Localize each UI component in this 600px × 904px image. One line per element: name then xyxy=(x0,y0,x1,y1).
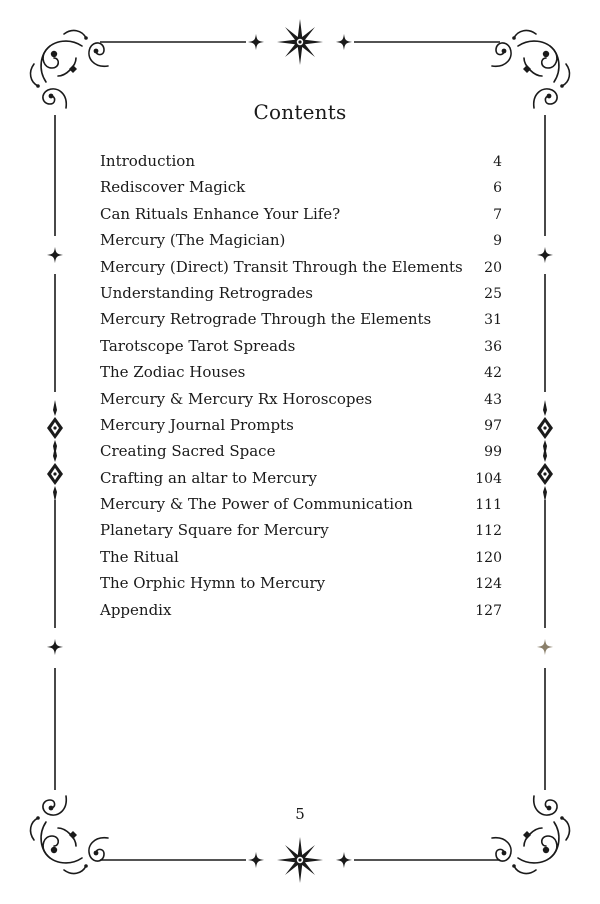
toc-entry-page: 111 xyxy=(475,497,502,514)
toc-entry[interactable] xyxy=(100,517,502,543)
toc-entry-title: The Ritual xyxy=(100,547,179,566)
toc-entry[interactable] xyxy=(100,412,502,438)
star-burst-icon xyxy=(277,837,323,883)
four-point-star-icon xyxy=(47,247,63,263)
four-point-star-icon xyxy=(537,639,553,655)
toc-entry-title: Mercury Journal Prompts xyxy=(100,415,294,434)
toc-entry[interactable] xyxy=(100,597,502,623)
toc-entry[interactable] xyxy=(100,280,502,306)
toc-entry[interactable] xyxy=(100,201,502,227)
toc-entry-page: 120 xyxy=(475,549,502,566)
four-point-star-icon xyxy=(336,852,352,868)
toc-entry-title: Mercury & The Power of Communication xyxy=(100,495,413,514)
four-point-star-icon xyxy=(248,852,264,868)
toc-entry-page: 43 xyxy=(484,391,502,408)
star-burst-icon xyxy=(277,19,323,65)
toc-entry[interactable] xyxy=(100,386,502,412)
toc-entry-title: Mercury (Direct) Transit Through the Elements xyxy=(100,257,463,276)
toc-entry[interactable] xyxy=(100,148,502,174)
toc-entry-title: Can Rituals Enhance Your Life? xyxy=(100,204,341,223)
toc-entry[interactable] xyxy=(100,544,502,570)
four-point-star-icon xyxy=(537,247,553,263)
toc-entry[interactable] xyxy=(100,306,502,332)
toc-entry[interactable] xyxy=(100,227,502,253)
toc-entry[interactable] xyxy=(100,465,502,491)
diamond-ornament-icon xyxy=(47,446,63,502)
toc-entry-page: 97 xyxy=(484,417,502,434)
toc-entry-page: 31 xyxy=(484,312,502,329)
four-point-star-icon xyxy=(47,639,63,655)
toc-entry-title: Tarotscope Tarot Spreads xyxy=(100,336,296,355)
toc-entry-title: Crafting an altar to Mercury xyxy=(100,468,317,487)
toc-entry-page: 104 xyxy=(475,470,502,487)
toc-entry-title: Planetary Square for Mercury xyxy=(100,521,329,540)
page-title: Contents xyxy=(253,100,347,124)
toc-entry-title: Appendix xyxy=(100,600,172,619)
corner-flourish-icon xyxy=(492,31,569,108)
toc-entry-title: Rediscover Magick xyxy=(100,178,246,197)
table-of-contents xyxy=(100,148,502,623)
toc-entry-title: Introduction xyxy=(100,152,195,170)
toc-entry-page: 127 xyxy=(475,602,502,619)
toc-entry[interactable] xyxy=(100,570,502,596)
toc-entry[interactable] xyxy=(100,333,502,359)
toc-entry-page: 9 xyxy=(493,233,502,250)
toc-entry-title: Mercury Retrograde Through the Elements xyxy=(100,310,432,329)
diamond-ornament-icon xyxy=(537,446,553,502)
toc-entry-title: Creating Sacred Space xyxy=(100,442,276,461)
page-number: 5 xyxy=(295,805,305,823)
four-point-star-icon xyxy=(248,34,264,50)
toc-entry-title: Mercury & Mercury Rx Horoscopes xyxy=(100,389,373,408)
toc-entry-page: 99 xyxy=(484,444,502,461)
corner-flourish-icon xyxy=(31,31,108,108)
toc-entry-title: Understanding Retrogrades xyxy=(100,283,314,302)
toc-entry-page: 20 xyxy=(484,259,502,276)
four-point-star-icon xyxy=(336,34,352,50)
toc-entry-page: 4 xyxy=(493,154,502,170)
toc-entry-page: 112 xyxy=(475,523,502,540)
toc-entry[interactable] xyxy=(100,174,502,200)
toc-entry-page: 36 xyxy=(484,338,502,355)
toc-entry-page: 42 xyxy=(484,365,502,382)
toc-entry[interactable] xyxy=(100,491,502,517)
toc-entry-title: The Orphic Hymn to Mercury xyxy=(100,574,326,593)
toc-entry-page: 7 xyxy=(493,206,502,223)
toc-entry-title: The Zodiac Houses xyxy=(100,363,246,382)
toc-entry-page: 6 xyxy=(493,180,502,197)
toc-entry-page: 25 xyxy=(484,285,502,302)
toc-entry[interactable] xyxy=(100,254,502,280)
toc-entry[interactable] xyxy=(100,359,502,385)
toc-entry-title: Mercury (The Magician) xyxy=(100,231,286,250)
toc-entry[interactable] xyxy=(100,438,502,464)
toc-entry-page: 124 xyxy=(475,576,502,593)
